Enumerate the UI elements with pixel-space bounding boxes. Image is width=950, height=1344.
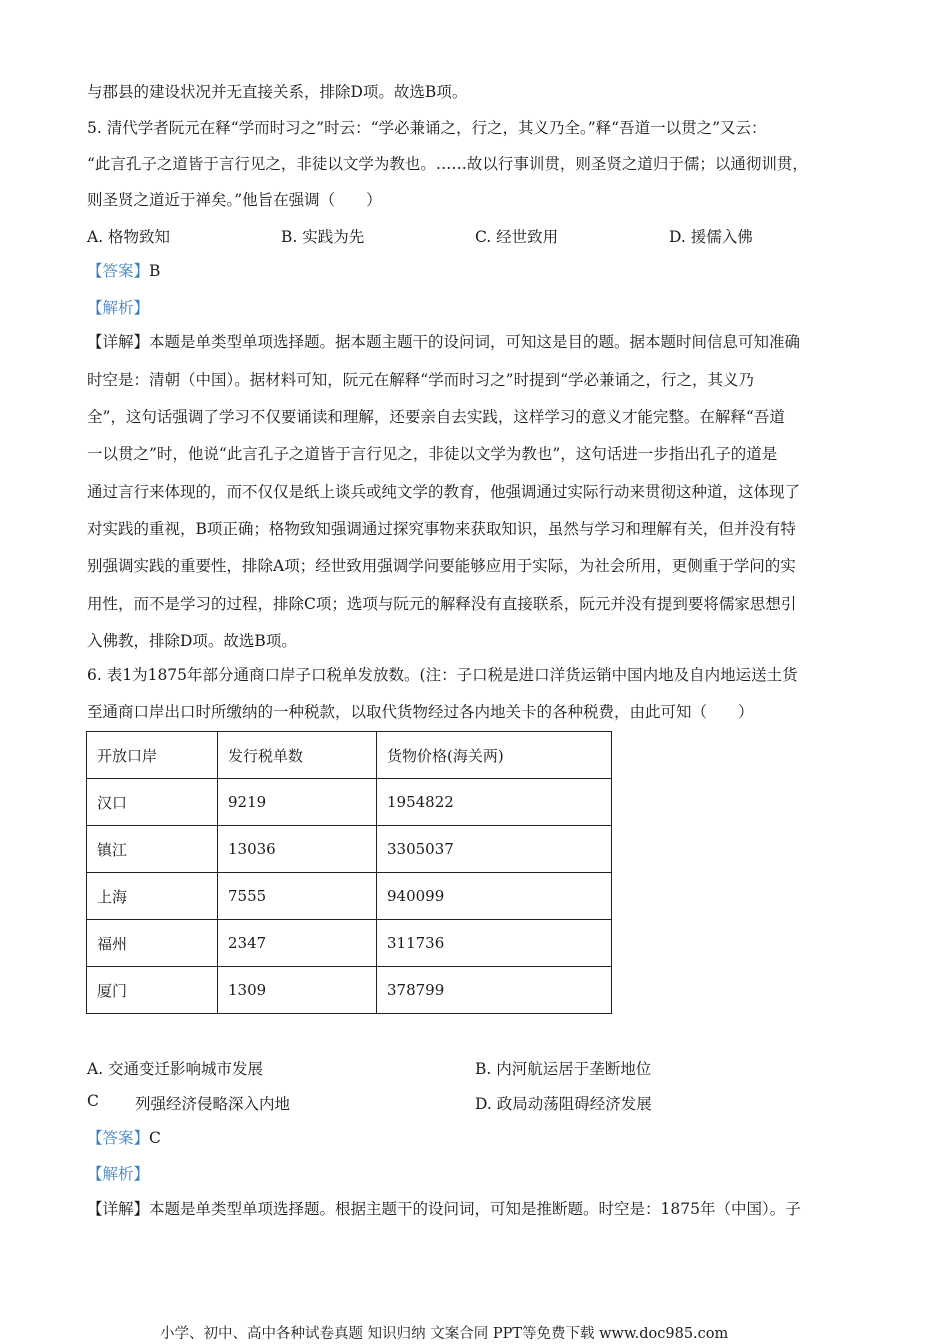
q5-stem-line-1: 5. 清代学者阮元在释“学而时习之”时云：“学必兼诵之，行之，其义乃全。”释“吾道一以贯之”又云： (87, 119, 767, 137)
table-cell: 13036 (218, 826, 377, 873)
table-cell: 镇江 (87, 826, 218, 873)
table-cell: 上海 (87, 873, 218, 920)
table-cell: 福州 (87, 920, 218, 967)
detail-label: 【详解】 (87, 333, 150, 351)
q5-detail-line-2: 时空是：清朝（中国）。据材料可知，阮元在解释“学而时习之”时提到“学必兼诵之，行之，其义乃 (87, 371, 755, 389)
table-row (87, 826, 612, 873)
table-cell: 汉口 (87, 779, 218, 826)
q6-option-c-text: 列强经济侵略深入内地 (135, 1095, 291, 1113)
table-row (87, 967, 612, 1014)
q5-detail-line-4: 一以贯之”时，他说“此言孔子之道皆于言行见之，非徒以文学为教也”，这句话进一步指出孔子的道是 (87, 445, 778, 463)
q6-option-b: B. 内河航运居于垄断地位 (475, 1060, 652, 1078)
q5-detail-line-7: 别强调实践的重要性，排除A项；经世致用强调学问要能够应用于实际，为社会所用，更侧重于学问的实 (87, 557, 796, 575)
table-cell: 厦门 (87, 967, 218, 1014)
q5-detail-line-8: 用性，而不是学习的过程，排除C项；选项与阮元的解释没有直接联系，阮元并没有提到要将儒家思想引 (87, 595, 797, 613)
q5-detail-line-1 (87, 330, 800, 352)
q6-stem-line-2: 至通商口岸出口时所缴纳的一种税款，以取代货物经过各内地关卡的各种税费，由此可知（ ） (87, 703, 754, 721)
answer-value: C (149, 1129, 161, 1147)
q5-answer (87, 259, 160, 281)
table-header-row (87, 732, 612, 779)
q5-option-d: D. 援儒入佛 (669, 228, 753, 246)
intro-line: 与郡县的建设状况并无直接关系，排除D项。故选B项。 (87, 83, 468, 101)
table-header-cell: 发行税单数 (218, 732, 377, 779)
table-cell: 378799 (377, 967, 612, 1014)
answer-label: 【答案】 (87, 262, 150, 280)
tax-table (86, 731, 612, 1014)
q5-option-a: A. 格物致知 (87, 228, 171, 246)
q6-option-d: D. 政局动荡阻碍经济发展 (475, 1095, 652, 1113)
q5-option-b: B. 实践为先 (281, 228, 365, 246)
q5-detail-line-6: 对实践的重视，B项正确；格物致知强调通过探究事物来获取知识，虽然与学习和理解有关，但并没有特 (87, 520, 796, 538)
q5-analysis-label: 【解析】 (87, 299, 150, 317)
q6-answer (87, 1126, 161, 1148)
q6-detail-line-1 (87, 1197, 801, 1219)
q5-detail-line-5: 通过言行来体现的，而不仅仅是纸上谈兵或纯文学的教育，他强调通过实际行动来贯彻这种道，这体现了 (87, 483, 801, 501)
table-cell: 940099 (377, 873, 612, 920)
table-header-cell: 货物价格(海关两) (377, 732, 612, 779)
page-footer: 小学、初中、高中各种试卷真题 知识归纳 文案合同 PPT等免费下载 www.doc985.com (160, 1326, 729, 1342)
table-cell: 7555 (218, 873, 377, 920)
q5-stem-line-3: 则圣贤之道近于禅矣。”他旨在强调（ ） (87, 191, 382, 209)
table-header-cell: 开放口岸 (87, 732, 218, 779)
table-cell: 9219 (218, 779, 377, 826)
detail-text: 本题是单类型单项选择题。据本题主题干的设问词，可知这是目的题。据本题时间信息可知准确 (149, 333, 801, 351)
q5-stem-line-2: “此言孔子之道皆于言行见之，非徒以文学为教也。……故以行事训贯，则圣贤之道归于儒；以通彻训贯， (87, 155, 808, 173)
table-row (87, 779, 612, 826)
table-cell: 311736 (377, 920, 612, 967)
q6-option-c-letter: C (87, 1092, 99, 1110)
q5-option-c: C. 经世致用 (475, 228, 559, 246)
table-row (87, 873, 612, 920)
q5-detail-line-3: 全”，这句话强调了学习不仅要诵读和理解，还要亲自去实践，这样学习的意义才能完整。在解释“吾道 (87, 408, 785, 426)
answer-label: 【答案】 (87, 1129, 150, 1147)
detail-label: 【详解】 (87, 1200, 150, 1218)
q6-option-a: A. 交通变迁影响城市发展 (87, 1060, 264, 1078)
table-cell: 1309 (218, 967, 377, 1014)
table-cell: 2347 (218, 920, 377, 967)
q6-analysis-label: 【解析】 (87, 1165, 150, 1183)
q5-detail-line-9: 入佛教，排除D项。故选B项。 (87, 632, 297, 650)
table-cell: 1954822 (377, 779, 612, 826)
q6-stem-line-1: 6. 表1为1875年部分通商口岸子口税单发放数。(注：子口税是进口洋货运销中国内地及自内地运送土货 (87, 666, 798, 684)
table-cell: 3305037 (377, 826, 612, 873)
table-row (87, 920, 612, 967)
detail-text: 本题是单类型单项选择题。根据主题干的设问词，可知是推断题。时空是：1875年（中国）。子 (149, 1200, 801, 1218)
answer-value: B (149, 262, 161, 280)
